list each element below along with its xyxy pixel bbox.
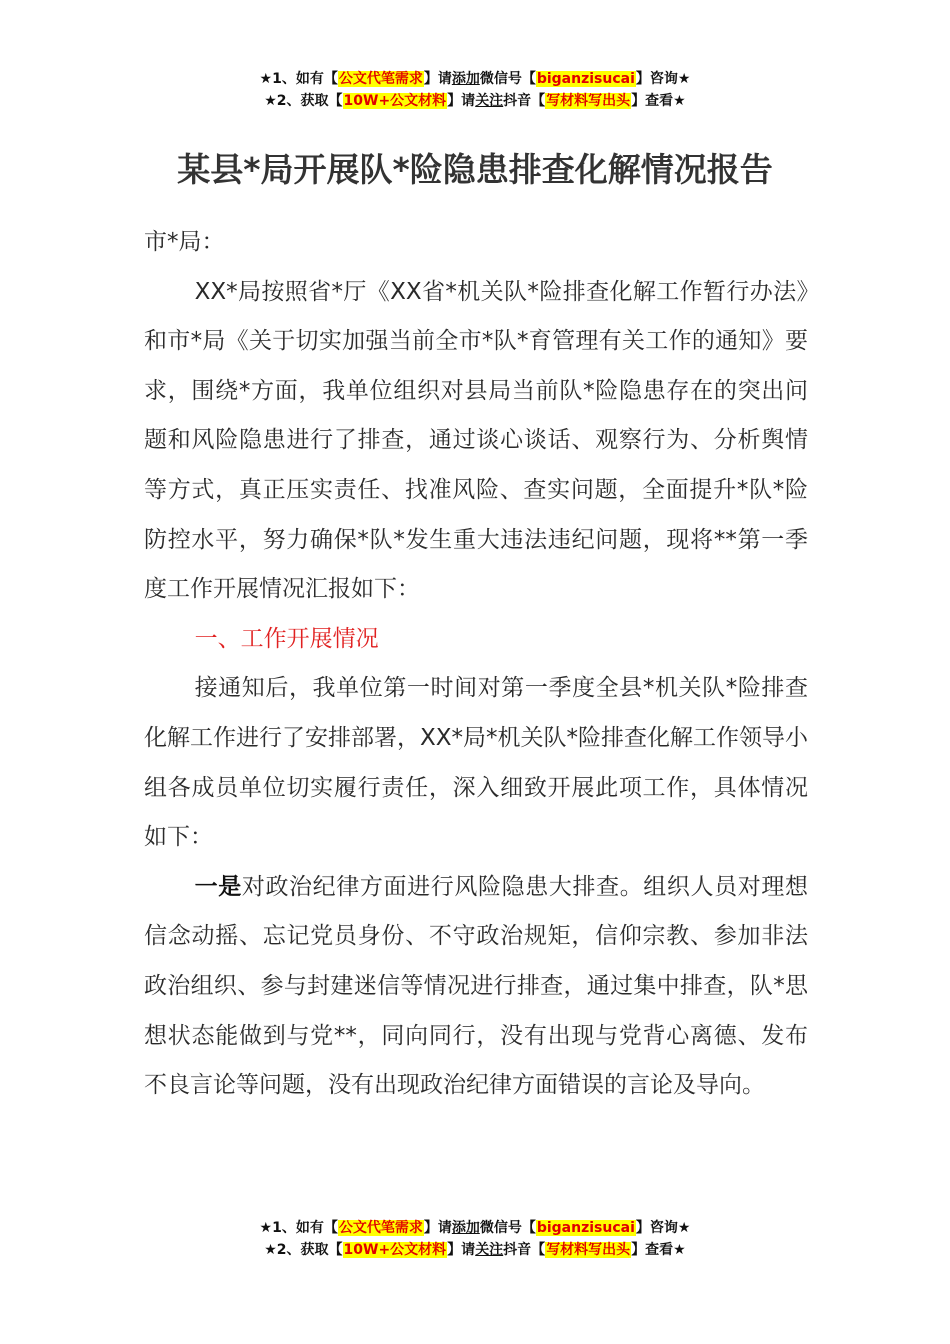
item-1-lead: 一是	[194, 873, 242, 900]
salutation: 市*局：	[144, 229, 225, 255]
intro-paragraph: XX*局按照省*厅《XX省*机关队*险排查化解工作暂行办法》和市*局《关于切实加强当前全市*队*育管理有关工作的通知》要求，围绕*方面，我单位组织对县局当前队*险隐患存在的突出问题和风险隐患进行了排查，通过谈心谈话、观察行为、分析舆情等方式，真正压实责任、找准风险、查实问题，全面提升*队*险防控水平，努力确保*队*发生重大违法违纪问题，现将**第一季度工作开展情况汇报如下：	[144, 278, 808, 603]
section-heading-1: 一、工作开展情况	[194, 625, 379, 652]
banner-highlight: 公文代笔需求	[338, 71, 423, 87]
item-1-text: 对政治纪律方面进行风险隐患大排查。组织人员对理想信念动摇、忘记党员身份、不守政治规矩，信仰宗教、参加非法政治组织、参与封建迷信等情况进行排查，通过集中排查，队*思想状态能做到与党**，同向同行，没有出现与党背心离德、发布不良言论等问题，没有出现政治纪律方面错误的言论及导向。	[144, 873, 809, 1099]
banner-highlight: 10W+公文材料	[343, 93, 447, 109]
bottom-banner	[0, 1217, 950, 1261]
top-banner	[0, 68, 950, 112]
douyin-account: 写材料写出头	[546, 1242, 631, 1258]
banner-line-1: ★1、如有【公文代笔需求】请添加微信号【biganzisucai】咨询★	[259, 71, 691, 87]
wechat-id: biganzisucai	[536, 1220, 635, 1236]
wechat-id: biganzisucai	[536, 71, 635, 87]
douyin-account: 写材料写出头	[546, 93, 631, 109]
banner-line-2: ★2、获取【10W+公文材料】请关注抖音【写材料写出头】查看★	[264, 1242, 686, 1258]
document-body	[144, 218, 808, 1111]
banner-line-1: ★1、如有【公文代笔需求】请添加微信号【biganzisucai】咨询★	[259, 1220, 691, 1236]
banner-highlight: 10W+公文材料	[343, 1242, 447, 1258]
section-1-paragraph: 接通知后，我单位第一时间对第一季度全县*机关队*险排查化解工作进行了安排部署，XX*局*机关队*险排查化解工作领导小组各成员单位切实履行责任，深入细致开展此项工作，具体情况如下：	[144, 675, 809, 851]
document-title: 某县*局开展队*险隐患排查化解情况报告	[177, 150, 773, 189]
banner-highlight: 公文代笔需求	[338, 1220, 423, 1236]
item-1-paragraph	[144, 863, 808, 1111]
banner-line-2: ★2、获取【10W+公文材料】请关注抖音【写材料写出头】查看★	[264, 93, 686, 109]
